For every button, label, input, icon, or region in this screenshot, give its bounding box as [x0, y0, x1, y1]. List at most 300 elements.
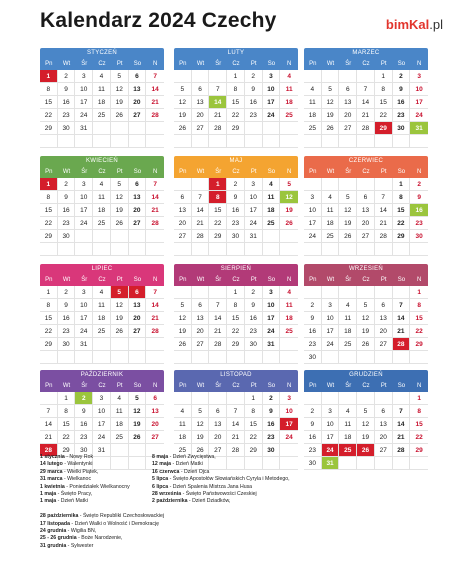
day-cell[interactable]: 22 — [227, 109, 245, 122]
day-cell[interactable]: 5 — [111, 70, 129, 83]
day-cell[interactable]: 18 — [263, 204, 281, 217]
day-cell[interactable]: 14 — [209, 96, 227, 109]
day-cell[interactable]: 14 — [146, 83, 164, 96]
day-cell[interactable]: 16 — [58, 312, 76, 325]
day-cell[interactable]: 8 — [410, 299, 428, 312]
day-cell[interactable]: 19 — [129, 418, 147, 431]
day-cell[interactable]: 15 — [410, 312, 428, 325]
day-cell[interactable]: 5 — [322, 83, 340, 96]
day-cell[interactable]: 4 — [111, 392, 129, 405]
day-cell[interactable]: 24 — [263, 325, 281, 338]
day-cell[interactable]: 11 — [93, 83, 111, 96]
day-cell[interactable]: 25 — [304, 122, 322, 135]
day-cell[interactable]: 14 — [146, 191, 164, 204]
day-cell[interactable]: 24 — [75, 217, 93, 230]
day-cell[interactable]: 27 — [129, 109, 147, 122]
day-cell[interactable]: 6 — [192, 299, 210, 312]
day-cell[interactable]: 20 — [129, 204, 147, 217]
day-cell[interactable]: 15 — [227, 312, 245, 325]
day-cell[interactable]: 14 — [393, 312, 411, 325]
day-cell[interactable]: 16 — [263, 418, 281, 431]
day-cell[interactable]: 26 — [174, 122, 192, 135]
day-cell[interactable]: 19 — [339, 217, 357, 230]
day-cell[interactable]: 30 — [245, 338, 263, 351]
day-cell[interactable]: 26 — [111, 217, 129, 230]
day-cell[interactable]: 19 — [322, 109, 340, 122]
day-cell[interactable]: 13 — [174, 204, 192, 217]
day-cell[interactable]: 22 — [410, 431, 428, 444]
day-cell[interactable]: 19 — [174, 325, 192, 338]
day-cell[interactable]: 21 — [40, 431, 58, 444]
day-cell[interactable]: 12 — [339, 204, 357, 217]
day-cell[interactable]: 8 — [40, 191, 58, 204]
day-cell[interactable]: 6 — [192, 83, 210, 96]
day-cell[interactable]: 26 — [111, 325, 129, 338]
day-cell[interactable]: 29 — [245, 444, 263, 457]
day-cell[interactable]: 18 — [280, 312, 298, 325]
day-cell[interactable]: 31 — [322, 457, 340, 470]
day-cell[interactable]: 23 — [304, 444, 322, 457]
day-cell[interactable]: 30 — [410, 230, 428, 243]
day-cell[interactable]: 23 — [245, 325, 263, 338]
day-cell[interactable]: 9 — [227, 191, 245, 204]
day-cell[interactable]: 20 — [129, 96, 147, 109]
day-cell[interactable]: 30 — [58, 338, 76, 351]
day-cell[interactable]: 20 — [209, 431, 227, 444]
day-cell[interactable]: 20 — [192, 109, 210, 122]
day-cell[interactable]: 1 — [40, 286, 58, 299]
day-cell[interactable]: 12 — [174, 312, 192, 325]
day-cell[interactable]: 17 — [263, 96, 281, 109]
day-cell[interactable]: 27 — [192, 122, 210, 135]
day-cell[interactable]: 1 — [40, 178, 58, 191]
day-cell[interactable]: 3 — [322, 405, 340, 418]
day-cell[interactable]: 9 — [58, 83, 76, 96]
day-cell[interactable]: 13 — [209, 418, 227, 431]
day-cell[interactable]: 7 — [375, 191, 393, 204]
day-cell[interactable]: 14 — [227, 418, 245, 431]
day-cell[interactable]: 16 — [393, 96, 411, 109]
day-cell[interactable]: 2 — [75, 392, 93, 405]
day-cell[interactable]: 3 — [280, 392, 298, 405]
day-cell[interactable]: 25 — [263, 217, 281, 230]
day-cell[interactable]: 11 — [339, 312, 357, 325]
day-cell[interactable]: 21 — [146, 204, 164, 217]
day-cell[interactable]: 28 — [375, 230, 393, 243]
day-cell[interactable]: 1 — [227, 286, 245, 299]
day-cell[interactable]: 6 — [129, 286, 147, 299]
day-cell[interactable]: 14 — [192, 204, 210, 217]
day-cell[interactable]: 12 — [174, 96, 192, 109]
day-cell[interactable]: 31 — [75, 338, 93, 351]
day-cell[interactable]: 31 — [410, 122, 428, 135]
day-cell[interactable]: 25 — [280, 109, 298, 122]
day-cell[interactable]: 2 — [58, 70, 76, 83]
day-cell[interactable]: 10 — [75, 191, 93, 204]
day-cell[interactable]: 7 — [192, 191, 210, 204]
day-cell[interactable]: 26 — [339, 230, 357, 243]
day-cell[interactable]: 28 — [393, 444, 411, 457]
day-cell[interactable]: 27 — [129, 217, 147, 230]
day-cell[interactable]: 27 — [375, 444, 393, 457]
day-cell[interactable]: 27 — [339, 122, 357, 135]
day-cell[interactable]: 6 — [129, 70, 147, 83]
day-cell[interactable]: 15 — [209, 204, 227, 217]
day-cell[interactable]: 30 — [304, 457, 322, 470]
day-cell[interactable]: 2 — [410, 178, 428, 191]
day-cell[interactable]: 3 — [263, 286, 281, 299]
day-cell[interactable]: 20 — [339, 109, 357, 122]
day-cell[interactable]: 16 — [304, 325, 322, 338]
day-cell[interactable]: 23 — [304, 338, 322, 351]
day-cell[interactable]: 21 — [227, 431, 245, 444]
day-cell[interactable]: 5 — [280, 178, 298, 191]
day-cell[interactable]: 16 — [304, 431, 322, 444]
day-cell[interactable]: 23 — [58, 109, 76, 122]
day-cell[interactable]: 22 — [245, 431, 263, 444]
day-cell[interactable]: 9 — [245, 83, 263, 96]
day-cell[interactable]: 7 — [393, 405, 411, 418]
day-cell[interactable]: 8 — [209, 191, 227, 204]
day-cell[interactable]: 1 — [58, 392, 76, 405]
day-cell[interactable]: 5 — [174, 83, 192, 96]
day-cell[interactable]: 23 — [263, 431, 281, 444]
day-cell[interactable]: 21 — [146, 312, 164, 325]
day-cell[interactable]: 10 — [93, 405, 111, 418]
day-cell[interactable]: 17 — [75, 204, 93, 217]
day-cell[interactable]: 13 — [339, 96, 357, 109]
day-cell[interactable]: 16 — [75, 418, 93, 431]
day-cell[interactable]: 1 — [227, 70, 245, 83]
day-cell[interactable]: 9 — [75, 405, 93, 418]
day-cell[interactable]: 15 — [227, 96, 245, 109]
day-cell[interactable]: 9 — [393, 83, 411, 96]
day-cell[interactable]: 12 — [322, 96, 340, 109]
day-cell[interactable]: 12 — [357, 312, 375, 325]
day-cell[interactable]: 14 — [375, 204, 393, 217]
day-cell[interactable]: 25 — [339, 444, 357, 457]
day-cell[interactable]: 18 — [280, 96, 298, 109]
day-cell[interactable]: 17 — [304, 217, 322, 230]
day-cell[interactable]: 17 — [75, 96, 93, 109]
day-cell[interactable]: 20 — [357, 217, 375, 230]
day-cell[interactable]: 6 — [129, 178, 147, 191]
day-cell[interactable]: 17 — [280, 418, 298, 431]
day-cell[interactable]: 12 — [357, 418, 375, 431]
day-cell[interactable]: 15 — [245, 418, 263, 431]
day-cell[interactable]: 17 — [75, 312, 93, 325]
day-cell[interactable]: 1 — [209, 178, 227, 191]
day-cell[interactable]: 24 — [75, 325, 93, 338]
day-cell[interactable]: 2 — [227, 178, 245, 191]
day-cell[interactable]: 5 — [111, 286, 129, 299]
day-cell[interactable]: 13 — [146, 405, 164, 418]
day-cell[interactable]: 31 — [245, 230, 263, 243]
day-cell[interactable]: 7 — [146, 286, 164, 299]
day-cell[interactable]: 1 — [245, 392, 263, 405]
day-cell[interactable]: 13 — [192, 312, 210, 325]
day-cell[interactable]: 12 — [129, 405, 147, 418]
day-cell[interactable]: 1 — [410, 286, 428, 299]
day-cell[interactable]: 4 — [304, 83, 322, 96]
day-cell[interactable]: 16 — [227, 204, 245, 217]
day-cell[interactable]: 6 — [174, 191, 192, 204]
day-cell[interactable]: 26 — [280, 217, 298, 230]
brand-logo[interactable] — [386, 17, 443, 32]
day-cell[interactable]: 7 — [146, 70, 164, 83]
day-cell[interactable]: 21 — [393, 431, 411, 444]
day-cell[interactable]: 10 — [75, 299, 93, 312]
day-cell[interactable]: 6 — [375, 405, 393, 418]
day-cell[interactable]: 27 — [146, 431, 164, 444]
day-cell[interactable]: 7 — [40, 405, 58, 418]
day-cell[interactable]: 31 — [93, 444, 111, 457]
day-cell[interactable]: 11 — [93, 299, 111, 312]
day-cell[interactable]: 6 — [209, 405, 227, 418]
day-cell[interactable]: 23 — [58, 325, 76, 338]
day-cell[interactable]: 4 — [280, 70, 298, 83]
day-cell[interactable]: 7 — [357, 83, 375, 96]
day-cell[interactable]: 30 — [58, 230, 76, 243]
day-cell[interactable]: 26 — [111, 109, 129, 122]
day-cell[interactable]: 8 — [227, 299, 245, 312]
day-cell[interactable]: 25 — [339, 338, 357, 351]
day-cell[interactable]: 9 — [58, 299, 76, 312]
day-cell[interactable]: 22 — [375, 109, 393, 122]
day-cell[interactable]: 5 — [129, 392, 147, 405]
day-cell[interactable]: 15 — [393, 204, 411, 217]
day-cell[interactable]: 24 — [263, 109, 281, 122]
day-cell[interactable]: 23 — [245, 109, 263, 122]
day-cell[interactable]: 25 — [322, 230, 340, 243]
day-cell[interactable]: 27 — [192, 338, 210, 351]
day-cell[interactable]: 10 — [263, 83, 281, 96]
day-cell[interactable]: 17 — [245, 204, 263, 217]
day-cell[interactable]: 26 — [174, 338, 192, 351]
day-cell[interactable]: 30 — [304, 351, 322, 364]
day-cell[interactable]: 17 — [93, 418, 111, 431]
day-cell[interactable]: 29 — [375, 122, 393, 135]
day-cell[interactable]: 12 — [111, 299, 129, 312]
day-cell[interactable]: 18 — [304, 109, 322, 122]
day-cell[interactable]: 27 — [375, 338, 393, 351]
day-cell[interactable]: 2 — [304, 405, 322, 418]
day-cell[interactable]: 24 — [93, 431, 111, 444]
day-cell[interactable]: 4 — [280, 286, 298, 299]
day-cell[interactable]: 26 — [357, 444, 375, 457]
day-cell[interactable]: 21 — [192, 217, 210, 230]
day-cell[interactable]: 11 — [111, 405, 129, 418]
day-cell[interactable]: 16 — [410, 204, 428, 217]
day-cell[interactable]: 7 — [209, 299, 227, 312]
day-cell[interactable]: 21 — [209, 109, 227, 122]
day-cell[interactable]: 17 — [263, 312, 281, 325]
day-cell[interactable]: 4 — [93, 178, 111, 191]
day-cell[interactable]: 7 — [146, 178, 164, 191]
day-cell[interactable]: 24 — [75, 109, 93, 122]
day-cell[interactable]: 22 — [227, 325, 245, 338]
day-cell[interactable]: 18 — [93, 312, 111, 325]
day-cell[interactable]: 28 — [393, 338, 411, 351]
day-cell[interactable]: 10 — [245, 191, 263, 204]
day-cell[interactable]: 31 — [75, 122, 93, 135]
day-cell[interactable]: 9 — [245, 299, 263, 312]
day-cell[interactable]: 19 — [111, 204, 129, 217]
day-cell[interactable]: 1 — [410, 392, 428, 405]
day-cell[interactable]: 21 — [375, 217, 393, 230]
day-cell[interactable]: 22 — [40, 109, 58, 122]
day-cell[interactable]: 18 — [93, 96, 111, 109]
day-cell[interactable]: 24 — [322, 444, 340, 457]
day-cell[interactable]: 25 — [111, 431, 129, 444]
day-cell[interactable]: 25 — [174, 444, 192, 457]
day-cell[interactable]: 9 — [304, 418, 322, 431]
day-cell[interactable]: 21 — [357, 109, 375, 122]
day-cell[interactable]: 4 — [93, 286, 111, 299]
day-cell[interactable]: 25 — [93, 217, 111, 230]
day-cell[interactable]: 8 — [393, 191, 411, 204]
day-cell[interactable]: 10 — [322, 312, 340, 325]
day-cell[interactable]: 27 — [129, 325, 147, 338]
day-cell[interactable]: 2 — [58, 178, 76, 191]
day-cell[interactable]: 29 — [209, 230, 227, 243]
day-cell[interactable]: 28 — [146, 325, 164, 338]
day-cell[interactable]: 28 — [192, 230, 210, 243]
day-cell[interactable]: 1 — [375, 70, 393, 83]
day-cell[interactable]: 2 — [245, 70, 263, 83]
day-cell[interactable]: 3 — [245, 178, 263, 191]
day-cell[interactable]: 22 — [393, 217, 411, 230]
day-cell[interactable]: 22 — [209, 217, 227, 230]
day-cell[interactable]: 18 — [322, 217, 340, 230]
day-cell[interactable]: 19 — [357, 325, 375, 338]
day-cell[interactable]: 23 — [410, 217, 428, 230]
day-cell[interactable]: 26 — [129, 431, 147, 444]
day-cell[interactable]: 19 — [357, 431, 375, 444]
day-cell[interactable]: 19 — [192, 431, 210, 444]
day-cell[interactable]: 4 — [322, 191, 340, 204]
day-cell[interactable]: 17 — [322, 325, 340, 338]
day-cell[interactable]: 1 — [393, 178, 411, 191]
day-cell[interactable]: 16 — [245, 96, 263, 109]
day-cell[interactable]: 4 — [93, 70, 111, 83]
day-cell[interactable]: 20 — [174, 217, 192, 230]
day-cell[interactable]: 18 — [339, 431, 357, 444]
day-cell[interactable]: 11 — [304, 96, 322, 109]
day-cell[interactable]: 18 — [339, 325, 357, 338]
day-cell[interactable]: 22 — [40, 325, 58, 338]
day-cell[interactable]: 7 — [227, 405, 245, 418]
day-cell[interactable]: 12 — [111, 83, 129, 96]
day-cell[interactable]: 18 — [111, 418, 129, 431]
day-cell[interactable]: 13 — [129, 191, 147, 204]
day-cell[interactable]: 7 — [209, 83, 227, 96]
day-cell[interactable]: 9 — [58, 191, 76, 204]
day-cell[interactable]: 27 — [209, 444, 227, 457]
day-cell[interactable]: 10 — [322, 418, 340, 431]
day-cell[interactable]: 6 — [357, 191, 375, 204]
day-cell[interactable]: 27 — [357, 230, 375, 243]
day-cell[interactable]: 6 — [339, 83, 357, 96]
day-cell[interactable]: 26 — [192, 444, 210, 457]
day-cell[interactable]: 8 — [410, 405, 428, 418]
day-cell[interactable]: 22 — [40, 217, 58, 230]
day-cell[interactable]: 15 — [375, 96, 393, 109]
day-cell[interactable]: 23 — [75, 431, 93, 444]
day-cell[interactable]: 19 — [111, 96, 129, 109]
day-cell[interactable]: 24 — [280, 431, 298, 444]
day-cell[interactable]: 24 — [322, 338, 340, 351]
day-cell[interactable]: 28 — [209, 122, 227, 135]
day-cell[interactable]: 13 — [192, 96, 210, 109]
day-cell[interactable]: 20 — [129, 312, 147, 325]
day-cell[interactable]: 25 — [280, 325, 298, 338]
day-cell[interactable]: 29 — [410, 444, 428, 457]
day-cell[interactable]: 15 — [40, 204, 58, 217]
day-cell[interactable]: 28 — [209, 338, 227, 351]
day-cell[interactable]: 2 — [58, 286, 76, 299]
day-cell[interactable]: 12 — [111, 191, 129, 204]
day-cell[interactable]: 20 — [375, 325, 393, 338]
day-cell[interactable]: 24 — [410, 109, 428, 122]
day-cell[interactable]: 11 — [339, 418, 357, 431]
day-cell[interactable]: 4 — [339, 299, 357, 312]
day-cell[interactable]: 29 — [410, 338, 428, 351]
day-cell[interactable]: 4 — [174, 405, 192, 418]
day-cell[interactable]: 3 — [263, 70, 281, 83]
day-cell[interactable]: 12 — [192, 418, 210, 431]
day-cell[interactable]: 29 — [393, 230, 411, 243]
day-cell[interactable]: 4 — [263, 178, 281, 191]
day-cell[interactable]: 5 — [339, 191, 357, 204]
day-cell[interactable]: 14 — [393, 418, 411, 431]
day-cell[interactable]: 26 — [322, 122, 340, 135]
day-cell[interactable]: 9 — [263, 405, 281, 418]
day-cell[interactable]: 2 — [393, 70, 411, 83]
day-cell[interactable]: 10 — [304, 204, 322, 217]
day-cell[interactable]: 13 — [129, 299, 147, 312]
day-cell[interactable]: 29 — [227, 338, 245, 351]
day-cell[interactable]: 5 — [174, 299, 192, 312]
day-cell[interactable]: 29 — [40, 230, 58, 243]
day-cell[interactable]: 19 — [174, 109, 192, 122]
day-cell[interactable]: 6 — [146, 392, 164, 405]
day-cell[interactable]: 16 — [58, 204, 76, 217]
day-cell[interactable]: 14 — [40, 418, 58, 431]
day-cell[interactable]: 29 — [227, 122, 245, 135]
day-cell[interactable]: 1 — [40, 70, 58, 83]
day-cell[interactable]: 14 — [357, 96, 375, 109]
day-cell[interactable]: 18 — [174, 431, 192, 444]
day-cell[interactable]: 18 — [93, 204, 111, 217]
day-cell[interactable]: 3 — [75, 286, 93, 299]
day-cell[interactable]: 8 — [245, 405, 263, 418]
day-cell[interactable]: 4 — [339, 405, 357, 418]
day-cell[interactable]: 29 — [58, 444, 76, 457]
day-cell[interactable]: 20 — [375, 431, 393, 444]
day-cell[interactable]: 30 — [227, 230, 245, 243]
day-cell[interactable]: 2 — [245, 286, 263, 299]
day-cell[interactable]: 11 — [93, 191, 111, 204]
day-cell[interactable]: 10 — [263, 299, 281, 312]
day-cell[interactable]: 28 — [227, 444, 245, 457]
day-cell[interactable]: 3 — [410, 70, 428, 83]
day-cell[interactable]: 22 — [410, 325, 428, 338]
day-cell[interactable]: 20 — [146, 418, 164, 431]
day-cell[interactable]: 26 — [357, 338, 375, 351]
day-cell[interactable]: 12 — [280, 191, 298, 204]
day-cell[interactable]: 3 — [75, 70, 93, 83]
